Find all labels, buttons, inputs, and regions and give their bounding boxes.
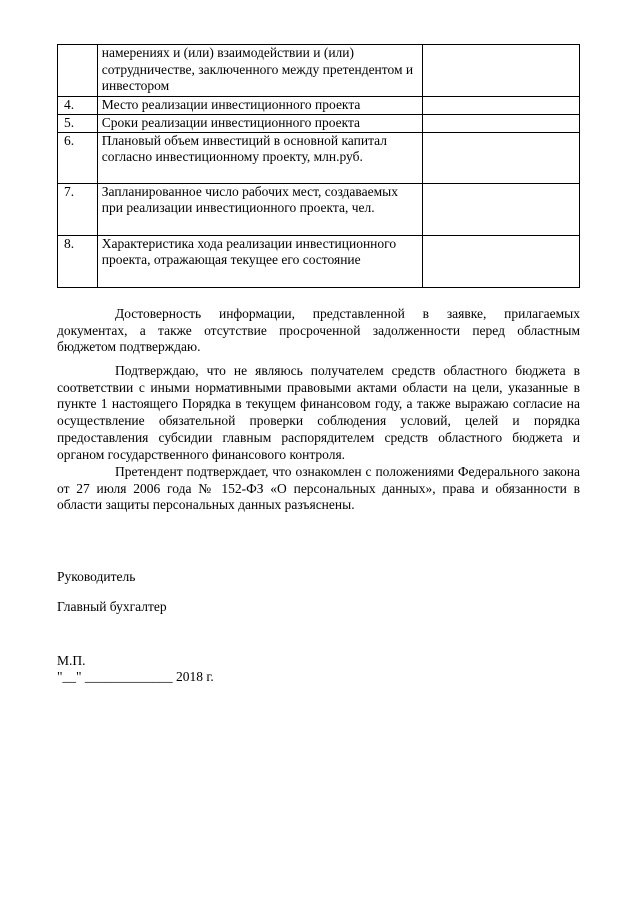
accountant-signature-label: Главный бухгалтер	[57, 599, 167, 614]
row-description: Сроки реализации инвестиционного проекта	[97, 115, 422, 133]
stamp-label: М.П.	[57, 653, 86, 668]
table-row	[58, 183, 580, 235]
row-value	[422, 115, 579, 133]
table-row	[58, 132, 580, 183]
row-number: 4.	[58, 97, 98, 115]
row-value	[422, 132, 579, 183]
table-row	[58, 235, 580, 287]
row-description: Характеристика хода реализации инвестиционного проекта, отражающая текущее его состояние	[97, 235, 422, 287]
confirmation-paragraph: Подтверждаю, что не являюсь получателем средств областного бюджета в соответствии с иными нормативными правовыми актами области на цели, указанные в пункте 1 настоящего Порядка в текущем финансовом году, а также выражаю согласие на осуществление обязательной проверки соблюдения условий, целей и порядка предоставления субсидии главным распорядителем средств областного бюджета и органом государственного финансового контроля.	[57, 363, 580, 462]
project-info-table	[57, 44, 580, 288]
row-description: Запланированное число рабочих мест, создаваемых при реализации инвестиционного проекта, чел.	[97, 183, 422, 235]
row-description: намерениях и (или) взаимодействии и (или) сотрудничестве, заключенного между претендентом и инвестором	[97, 45, 422, 97]
row-number	[58, 45, 98, 97]
row-number: 5.	[58, 115, 98, 133]
row-number: 6.	[58, 132, 98, 183]
table-row	[58, 97, 580, 115]
row-number: 7.	[58, 183, 98, 235]
row-description: Место реализации инвестиционного проекта	[97, 97, 422, 115]
row-description: Плановый объем инвестиций в основной капитал согласно инвестиционному проекту, млн.руб.	[97, 132, 422, 183]
date-line: "__" _____________ 2018 г.	[57, 669, 214, 684]
table-row	[58, 45, 580, 97]
row-number: 8.	[58, 235, 98, 287]
personal-data-paragraph: Претендент подтверждает, что ознакомлен с положениями Федерального закона от 27 июля 2006 года № 152-ФЗ «О персональных данных», права и обязанности в области защиты персональных данных разъяснены.	[57, 464, 580, 513]
head-signature-label: Руководитель	[57, 569, 136, 584]
row-value	[422, 235, 579, 287]
table-row	[58, 115, 580, 133]
row-value	[422, 183, 579, 235]
row-value	[422, 45, 579, 97]
reliability-paragraph: Достоверность информации, представленной в заявке, прилагаемых документах, а также отсутствие просроченной задолженности перед областным бюджетом подтверждаю.	[57, 306, 580, 355]
row-value	[422, 97, 579, 115]
